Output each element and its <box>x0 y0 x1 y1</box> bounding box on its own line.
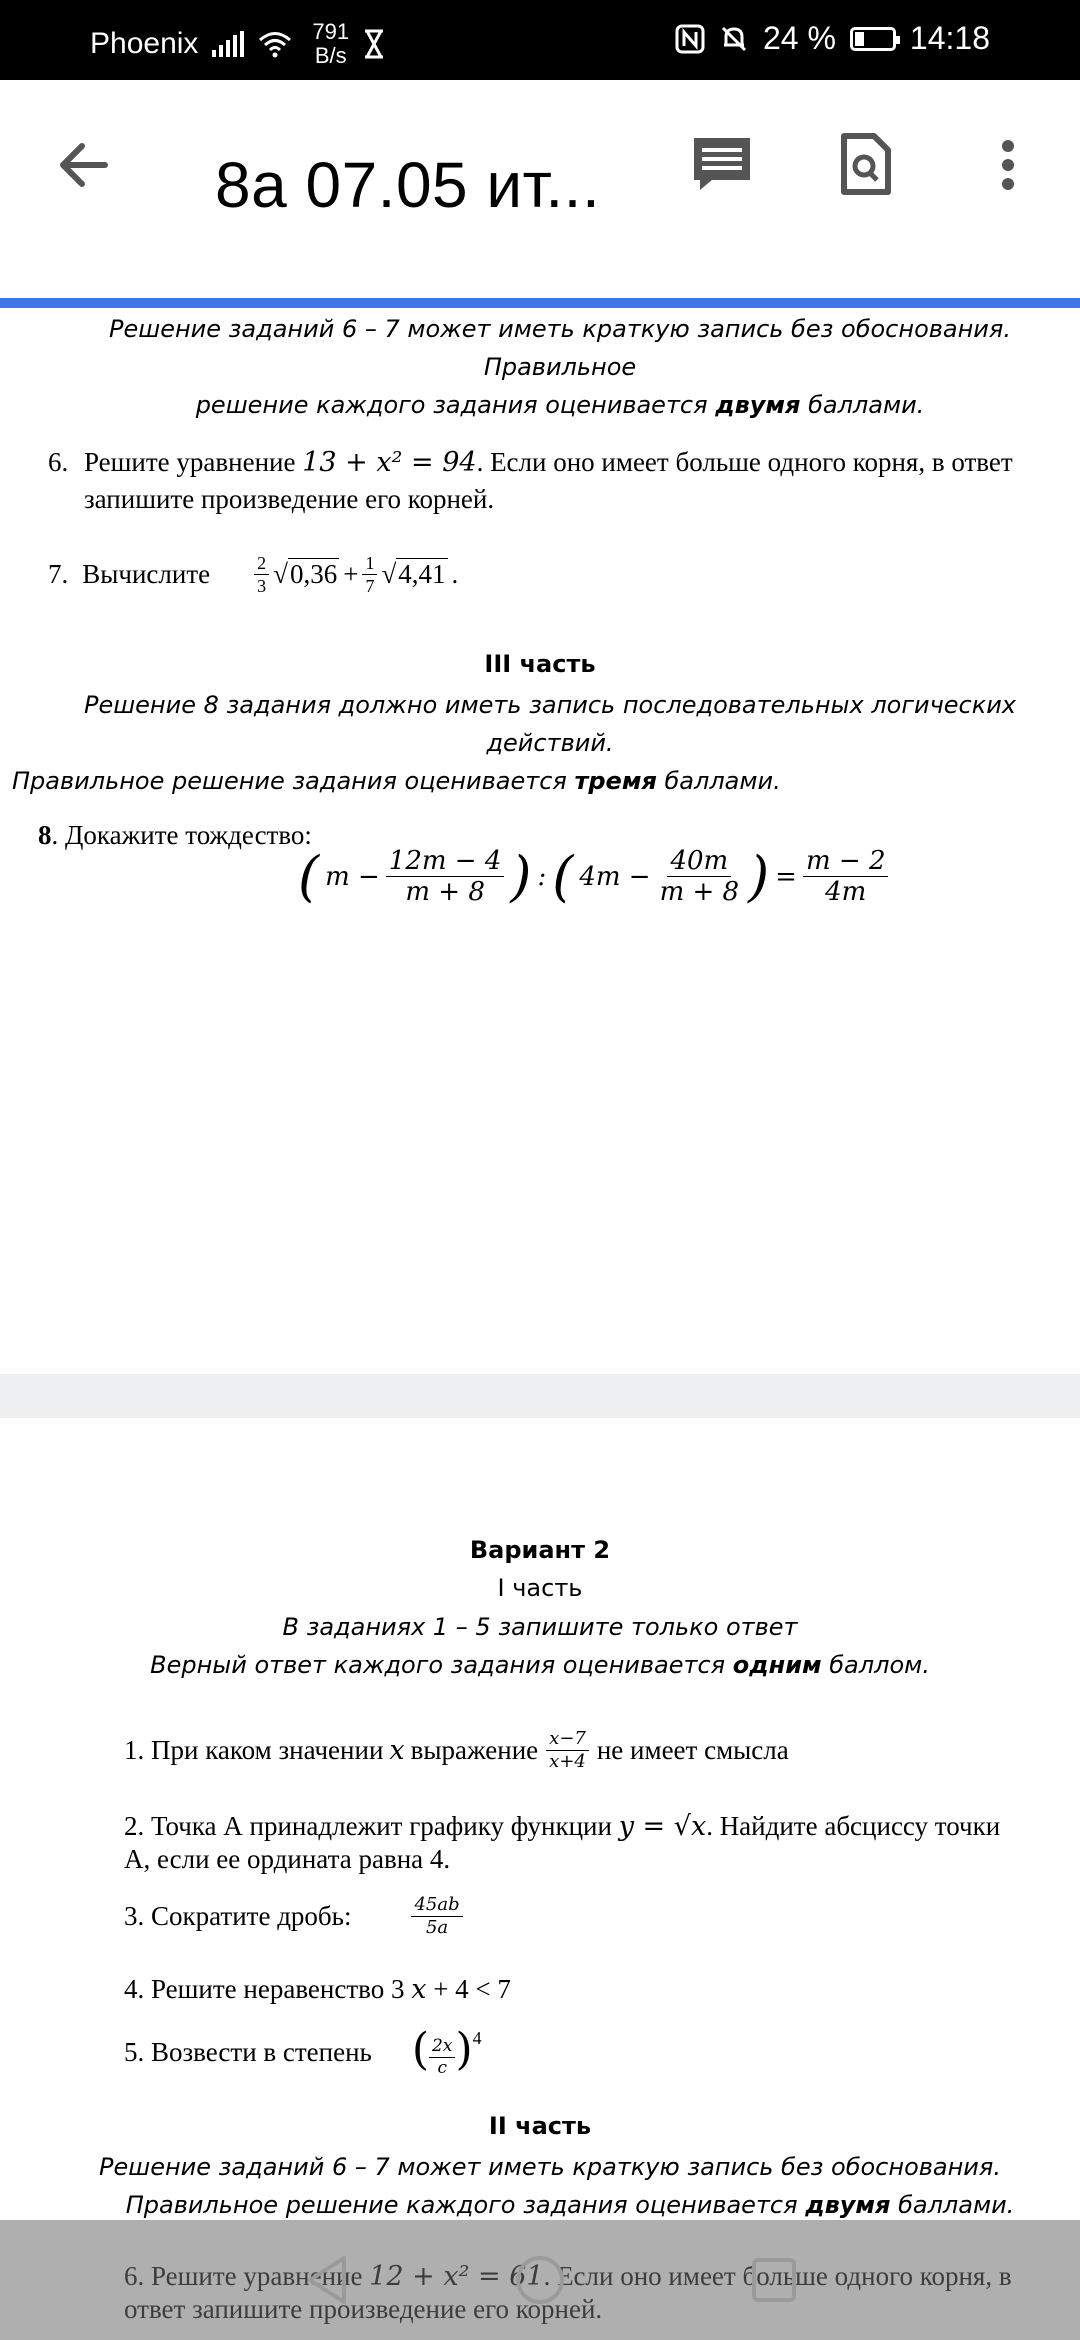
navigation-bar <box>0 2220 1080 2340</box>
task-number: 8 <box>38 820 52 850</box>
task-8: 8. Докажите тождество: <box>38 820 312 850</box>
more-vert-icon[interactable] <box>975 130 1035 200</box>
speed-unit: B/s <box>314 43 347 68</box>
wifi-icon <box>258 30 292 58</box>
back-arrow-icon[interactable] <box>50 130 120 200</box>
comment-icon[interactable] <box>688 130 758 200</box>
task7-expression: $\frac{2}{3}$ √0,36 + $\frac{1}{7}$ √4,41 . <box>254 554 458 595</box>
v2-task-1: 1. При каком значении x выражение $\frac{x-7}{x+4}$ не имеет смысла <box>124 1728 789 1772</box>
part2-instruction <box>40 310 1080 424</box>
mute-bell-icon <box>719 24 749 54</box>
v2-task-2: 2. Точка А принадлежит графику функции y = √x. Найдите абсциссу точки А, если ее ордината равна 4. <box>124 1811 1001 1874</box>
part3-instruction: Решение 8 задания должно иметь запись последовательных логических действий. Правильное решение задания оценивается тремя баллами. <box>12 691 1017 795</box>
task8-identity: ( m − $\frac{12m - 4}{m + 8}$ ) : ( 4m − $\frac{40m}{m + 8}$ ) = $\frac{m - 2}{4m}$ <box>298 848 888 905</box>
page-separator <box>0 1374 1080 1418</box>
nav-recents-icon[interactable] <box>746 2252 802 2308</box>
status-right <box>675 20 990 57</box>
hourglass-icon <box>363 29 385 59</box>
search-document-icon[interactable] <box>830 130 900 200</box>
nav-back-icon[interactable] <box>300 2252 356 2308</box>
network-speed <box>312 20 349 68</box>
task-7: 7. Вычислите $\frac{2}{3}$ √0,36 + $\frac{1}{7}$ √4,41 . <box>48 552 459 596</box>
nav-home-icon[interactable] <box>512 2252 568 2308</box>
instruction-line: Решение заданий 6 – 7 может иметь краткую запись без обоснования. Правильное <box>109 315 1011 381</box>
task-number: 6. <box>48 447 69 477</box>
part3-heading: III часть <box>484 650 596 678</box>
battery-percent: 24 % <box>762 20 836 56</box>
page-scroll-indicator <box>0 298 1080 308</box>
document-title: 8а 07.05 ит... <box>215 149 601 221</box>
signal-icon <box>212 31 244 57</box>
v2-task-3: 3. Сократите дробь: $\frac{45ab}{5a}$ <box>124 1896 463 1937</box>
speed-value: 791 <box>312 19 350 44</box>
part1-heading: I часть <box>497 1574 583 1602</box>
status-bar <box>0 0 1080 80</box>
clock: 14:18 <box>909 20 990 56</box>
nfc-icon <box>675 24 705 54</box>
status-left <box>90 20 385 68</box>
v2-task-4: 4. Решите неравенство 3 x + 4 < 7 <box>124 1974 511 2005</box>
variant-title: Вариант 2 <box>469 1536 611 1564</box>
carrier-name: Phoenix <box>90 27 199 60</box>
app-bar <box>0 80 1080 300</box>
part2-instruction: Решение заданий 6 – 7 может иметь краткую запись без обоснования. Правильное решение каждого задания оценивается двумя баллами. <box>99 2153 1015 2219</box>
part2-heading: II часть <box>488 2112 592 2140</box>
task-6: 6. Решите уравнение 13 + x² = 94. Если оно имеет больше одного корня, в ответ запишите произведение его корней. <box>48 447 1013 514</box>
instruction-line: решение каждого задания оценивается двумя баллами. <box>195 391 925 419</box>
equation: 13 + x² = 94 <box>302 447 477 478</box>
part1-instruction: В заданиях 1 – 5 запишите только ответ Верный ответ каждого задания оценивается одним баллом. <box>150 1613 930 1679</box>
v2-task-5: 5. Возвести в степень ( $\frac{2x}{c}$ ) 4 <box>124 2024 482 2078</box>
battery-icon <box>850 27 896 51</box>
task-number: 7. <box>48 558 69 589</box>
